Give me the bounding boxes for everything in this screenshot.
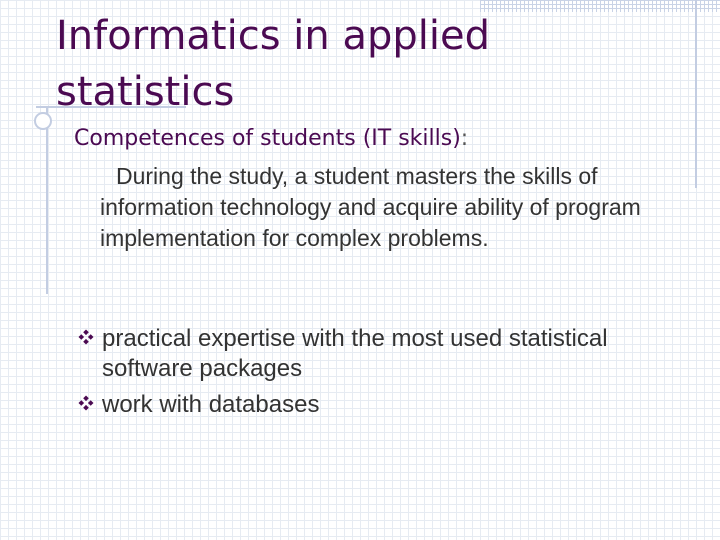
bullet-text: practical expertise with the most used statistical software packages [102,325,608,382]
decorative-circle [34,112,52,130]
competences-heading-colon: : [460,126,469,151]
decorative-vertical-rule-left [46,108,48,294]
bullet-item [78,390,678,420]
competences-heading [74,124,468,154]
diamond-dots-icon [78,329,94,345]
diamond-dots-icon [78,395,94,411]
bullet-text: work with databases [102,391,320,418]
skills-bullet-list [78,324,678,426]
slide-title [56,8,490,120]
competences-heading-text: Competences of students (IT skills) [74,126,461,151]
slide-title-line-1: Informatics in applied [56,13,490,59]
slide-title-line-2: statistics [56,69,235,115]
bullet-item [78,324,678,384]
decorative-grid-band [480,0,720,12]
competences-paragraph: During the study, a student masters the skills of information technology and acquire ability of program implementation for complex problems. [100,163,641,251]
decorative-vertical-rule-right [695,0,697,188]
